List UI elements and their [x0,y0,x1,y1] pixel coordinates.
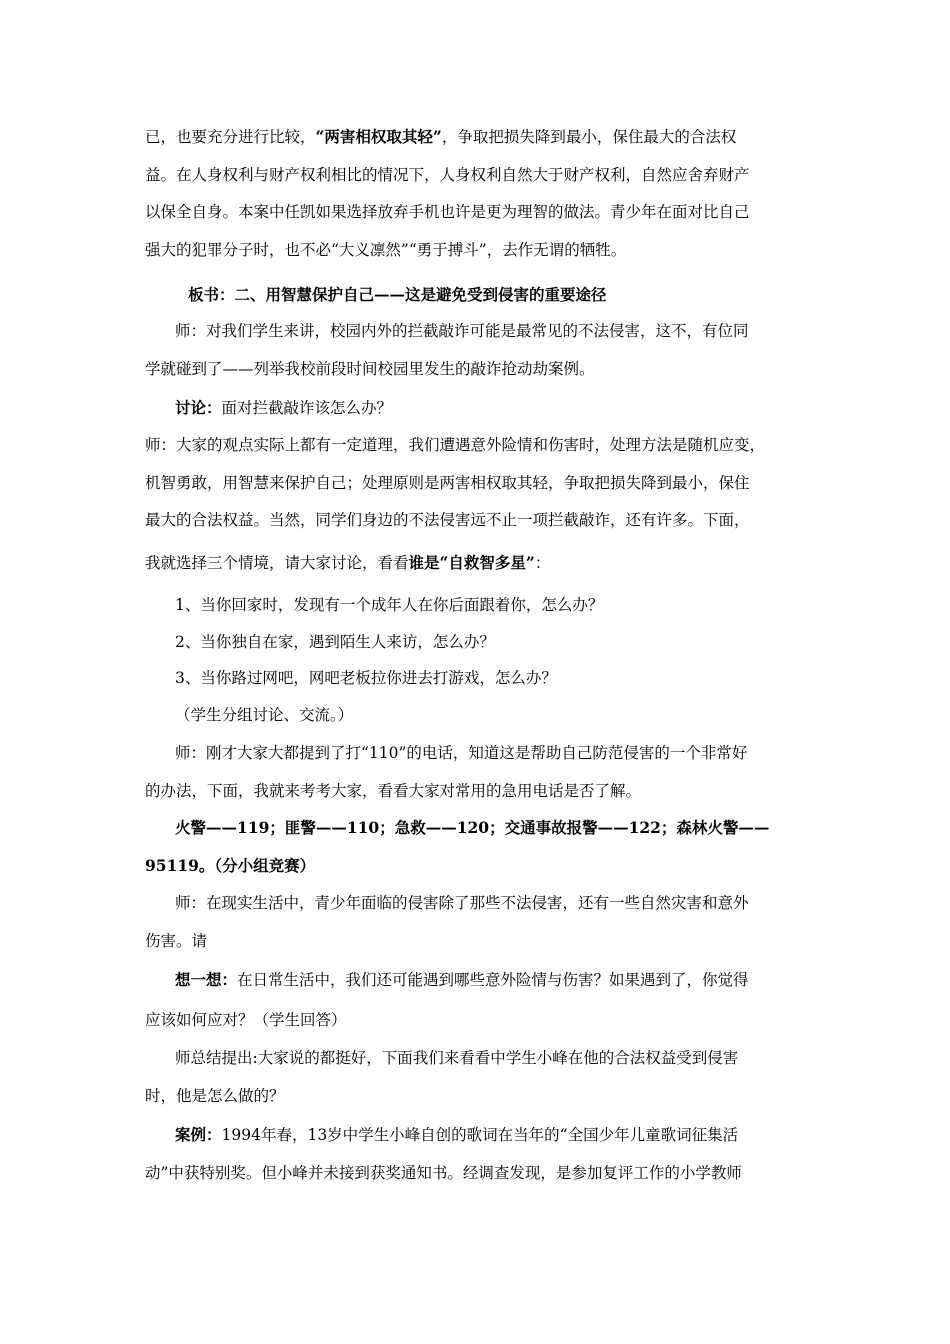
text-line: 师总结提出:大家说的都挺好，下面我们来看看中学生小峰在他的合法权益受到侵害 [175,1049,739,1067]
text-line: 师：大家的观点实际上都有一定道理，我们遭遇意外险情和伤害时，处理方法是随机应变， [145,436,766,454]
text-line: 最大的合法权益。当然，同学们身边的不法侵害远不止一项拦截敲诈，还有许多。下面， [145,511,750,529]
think-label: 想一想： [175,970,238,989]
think-text: 在日常生活中，我们还可能遇到哪些意外险情与伤害？如果遇到了，你觉得 [237,971,749,989]
text-line: 动”中获特别奖。但小峰并未接到获奖通知书。经调查发现，是参加复评工作的小学教师 [145,1164,742,1182]
text-span: 已，也要充分进行比较， [145,128,316,146]
emergency-numbers: 95119。（分小组竞赛） [145,856,316,875]
group-note: （学生分组讨论、交流。） [175,706,354,724]
emphasis-text: “两害相权取其轻” [315,127,442,146]
scenario-item: 3、当你路过网吧，网吧老板拉你进去打游戏，怎么办？ [175,669,557,687]
text-line: 的办法，下面，我就来考考大家，看看大家对常用的急用电话是否了解。 [145,782,642,800]
text-span: 我就选择三个情境，请大家讨论，看看 [145,554,409,572]
discussion-label: 讨论： [175,398,222,417]
text-span: ，争取把损失降到最小，保住最大的合法权 [441,128,737,146]
case-line [175,1125,840,1145]
text-line: 机智勇敢，用智慧来保护自己；处理原则是两害相权取其轻，争取把损失降到最小，保住 [145,474,750,492]
discussion-text: 面对拦截敲诈该怎么办？ [221,399,393,417]
discussion-line [175,398,840,418]
text-line: 学就碰到了——列举我校前段时间校园里发生的敲诈抢动劫案例。 [145,360,595,378]
think-line [175,970,840,990]
text-line: 益。在人身权利与财产权利相比的情况下，人身权利自然大于财产权利，自然应舍弃财产 [145,166,750,184]
text-line [145,127,810,147]
text-line: 师：在现实生活中，青少年面临的侵害除了那些不法侵害，还有一些自然灾害和意外 [175,894,749,912]
text-line: 应该如何应对？（学生回答） [145,1011,347,1029]
text-line: 以保全自身。本案中任凯如果选择放弃手机也许是更为理智的做法。青少年在面对比自己 [145,203,750,221]
scenario-item: 1、当你回家时，发现有一个成年人在你后面跟着你，怎么办？ [175,596,604,614]
text-line: 师：刚才大家大都提到了打“110”的电话，知道这是帮助自己防范侵害的一个非常好 [175,744,748,762]
text-line [145,553,810,573]
emergency-numbers: 火警——119；匪警——110；急救——120；交通事故报警——122；森林火警—— [175,818,770,837]
text-span: ： [534,554,551,572]
case-label: 案例： [175,1125,222,1144]
text-line: 伤害。请 [145,932,208,950]
board-heading: 板书：二、用智慧保护自己——这是避免受到侵害的重要途径 [188,285,607,304]
text-line: 强大的犯罪分子时，也不必“大义凛然”“勇于搏斗”，去作无谓的牺牲。 [145,241,627,259]
text-line: 时，他是怎么做的？ [145,1087,285,1105]
text-line: 师：对我们学生来讲，校园内外的拦截敲诈可能是最常见的不法侵害，这不，有位同 [175,322,749,340]
scenario-item: 2、当你独自在家，遇到陌生人来访，怎么办？ [175,633,495,651]
case-text: 1994年春，13岁中学生小峰自创的歌词在当年的“全国少年儿童歌词征集活 [221,1126,739,1144]
emphasis-text: 谁是“自救智多星” [408,553,535,572]
